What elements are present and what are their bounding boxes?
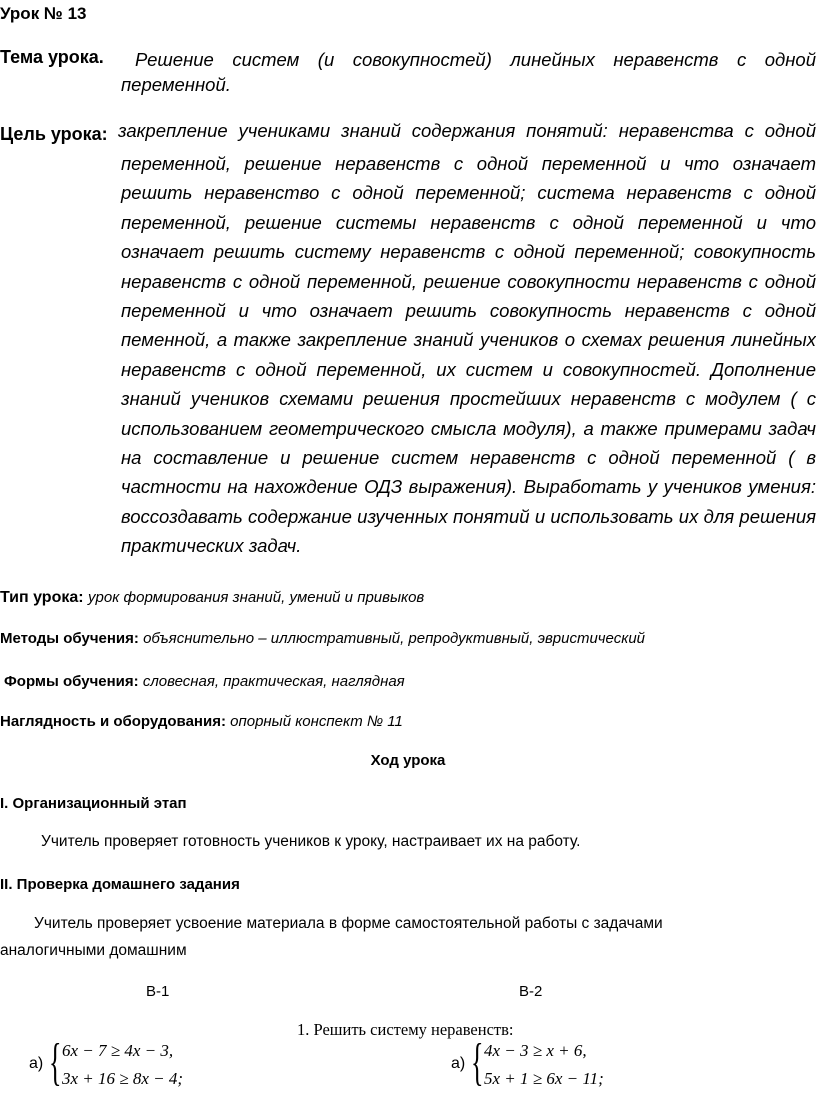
stage2-heading: II. Проверка домашнего задания [0,876,240,893]
lesson-type-value: урок формирования знаний, умений и привыков [88,589,425,606]
goal-label: Цель урока: [0,124,108,144]
equipment-row [0,713,403,730]
lesson-type-row [0,589,424,607]
lesson-type-label: Тип урока: [0,589,84,606]
v1-brace-icon: { [49,1034,62,1091]
v2-inequality-1: 4x − 3 ≥ x + 6, [484,1041,587,1060]
stage1-heading: I. Организационный этап [0,795,187,812]
methods-label: Методы обучения: [0,630,139,647]
stage2-text-line1: Учитель проверяет усвоение материала в форме самостоятельной работы с задачами [34,915,663,932]
topic-label: Тема урока. [0,47,104,67]
forms-label: Формы обучения: [4,673,139,690]
v2-inequality-2: 5x + 1 ≥ 6x − 11; [484,1069,604,1088]
v1-inequality-2: 3x + 16 ≥ 8x − 4; [62,1069,184,1088]
stage2-text-line2: аналогичными домашним [0,942,187,959]
course-heading: Ход урока [370,752,446,769]
forms-value: словесная, практическая, наглядная [142,673,405,690]
variant-2-label: В-2 [519,983,543,1000]
v2-brace-icon: { [471,1034,484,1091]
methods-row [0,630,645,647]
v2-item-label: а) [451,1055,466,1072]
v1-item-label: а) [29,1055,44,1072]
topic-line-1: Решение систем (и совокупностей) линейных неравенств с одной [135,49,816,70]
topic-line-2: переменной. [121,74,231,95]
goal-text: переменной, решение неравенств с одной переменной и что означает решить неравенство с одной переменной; система неравенств с одной переменной, решение системы неравенств с одной переменной и что означает решить систему неравенств с одной переменной; совокупность неравенств с одной переменной, решение совокупности неравенств с одной переменной и что означает решить совокупность неравенств с одной пеменной, а также закрепление знаний учеников о схемах решения линейных неравенств с одной переменной, их систем и совокупностей. Дополнение знаний учеников схемами решения простейших неравенств с модулем ( с использованием геометрического смысла модуля), а также примерами задач на составление и решение систем неравенств с одной переменной ( в частности на нахождение ОДЗ выражения). Выработать у учеников умения: воссоздавать содержание изученных понятий и использовать их для решения практических задач. [121,153,816,557]
variant-1-label: В-1 [146,983,170,1000]
v1-inequality-1: 6x − 7 ≥ 4x − 3, [62,1041,174,1060]
forms-row [4,673,405,690]
lesson-title: Урок № 13 [0,4,87,23]
equipment-value: опорный конспект № 11 [230,713,403,730]
methods-value: объяснительно – иллюстративный, репродуктивный, эвристический [143,630,645,647]
stage1-text: Учитель проверяет готовность учеников к уроку, настраивает их на работу. [41,833,581,850]
equipment-label: Наглядность и оборудования: [0,713,226,730]
task-1-text: 1. Решить систему неравенств: [297,1020,514,1039]
goal-first-line: закрепление учениками знаний содержания понятий: неравенства с одной [118,120,816,141]
